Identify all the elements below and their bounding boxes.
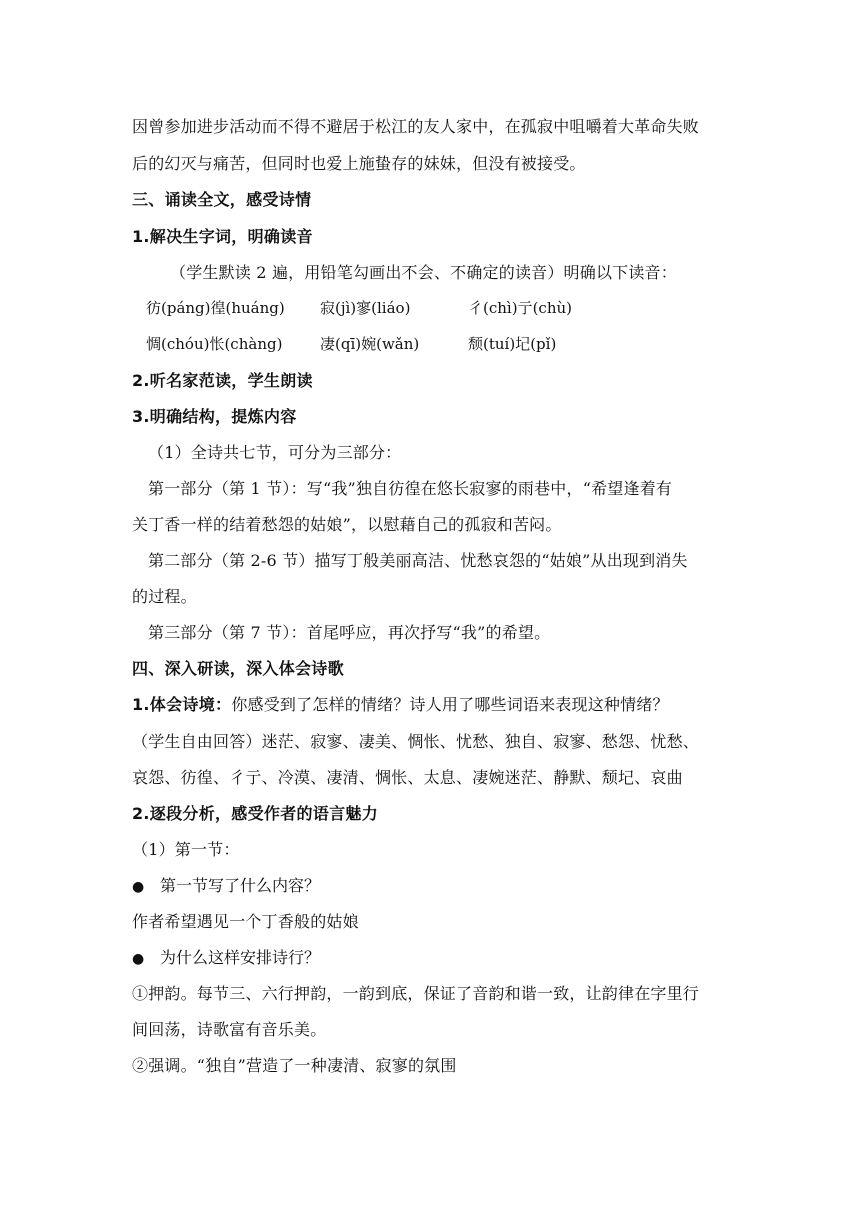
pinyin-item: 凄(qī)婉(wǎn): [320, 335, 420, 353]
paragraph-line: 哀怨、彷徨、彳亍、冷漠、凄清、惆怅、太息、凄婉迷茫、静默、颓圮、哀曲: [132, 768, 683, 787]
paragraph-line: ②强调。“独自”营造了一种凄清、寂寥的氛围: [132, 1056, 457, 1075]
pinyin-item: 颓(tuí)圮(pǐ): [468, 335, 557, 353]
pinyin-item: 寂(jì)寥(liáo): [320, 299, 411, 317]
bullet-icon: ●: [132, 879, 145, 895]
paragraph-line: 作者希望遇见一个丁香般的姑娘: [132, 912, 359, 931]
pinyin-item: 彷(páng)徨(huáng): [146, 299, 285, 317]
sub-heading: 1.解决生字词，明确读音: [132, 227, 313, 246]
sub-heading: 3.明确结构，提炼内容: [132, 407, 297, 426]
paragraph-line: 第三部分（第 7 节）：首尾呼应，再次抒写“我”的希望。: [148, 623, 551, 642]
inline-text: 你感受到了怎样的情绪？诗人用了哪些词语来表现这种情绪？: [231, 695, 669, 714]
paragraph-line: （1）第一节：: [132, 840, 240, 859]
bullet-text: 为什么这样安排诗行？: [160, 948, 321, 967]
paragraph-line: 间回荡，诗歌富有音乐美。: [132, 1020, 327, 1039]
bullet-icon: ●: [132, 951, 145, 967]
pinyin-item: 彳(chì)亍(chù): [468, 299, 572, 317]
bullet-item: [132, 948, 320, 969]
pinyin-row: [132, 334, 732, 354]
bullet-item: [132, 876, 320, 897]
sub-heading: 2.逐段分析，感受作者的语言魅力: [132, 804, 379, 823]
instruction-text: （学生默读 2 遍，用铅笔勾画出不会、不确定的读音）明确以下读音：: [170, 263, 677, 282]
paragraph-line: 后的幻灭与痛苦，但同时也爱上施蛰存的妹妹，但没有被接受。: [132, 154, 586, 173]
paragraph-line: ①押韵。每节三、六行押韵，一韵到底，保证了音韵和谐一致，让韵律在字里行: [132, 984, 700, 1003]
paragraph-line: （学生自由回答）迷茫、寂寥、凄美、惆怅、忧愁、独自、寂寥、愁怨、忧愁、: [132, 732, 700, 751]
paragraph-line: 第二部分（第 2-6 节）描写丁般美丽高洁、忧愁哀怨的“姑娘”从出现到消失: [148, 551, 688, 570]
section-heading: 四、深入研读，深入体会诗歌: [132, 659, 344, 678]
paragraph-line: 的过程。: [132, 587, 197, 606]
pinyin-row: [132, 298, 732, 318]
inline-bold-label: 1.体会诗境：: [132, 695, 232, 714]
bullet-text: 第一节写了什么内容？: [160, 876, 321, 895]
section-heading: 三、诵读全文，感受诗情: [132, 190, 312, 209]
paragraph-line: 因曾参加进步活动而不得不避居于松江的友人家中，在孤寂中咀嚼着大革命失败: [132, 117, 700, 136]
paragraph-line: （1）全诗共七节，可分为三部分：: [148, 443, 402, 462]
paragraph-line: 关丁香一样的结着愁怨的姑娘”，以慰藉自己的孤寂和苦闷。: [132, 515, 562, 534]
paragraph-line: 第一部分（第 1 节）：写“我”独自彷徨在悠长寂寥的雨巷中，“希望逢着有: [148, 479, 673, 498]
sub-heading: 2.听名家范读，学生朗读: [132, 371, 313, 390]
pinyin-item: 惆(chóu)怅(chàng): [146, 335, 283, 353]
paragraph-line: [132, 695, 732, 715]
